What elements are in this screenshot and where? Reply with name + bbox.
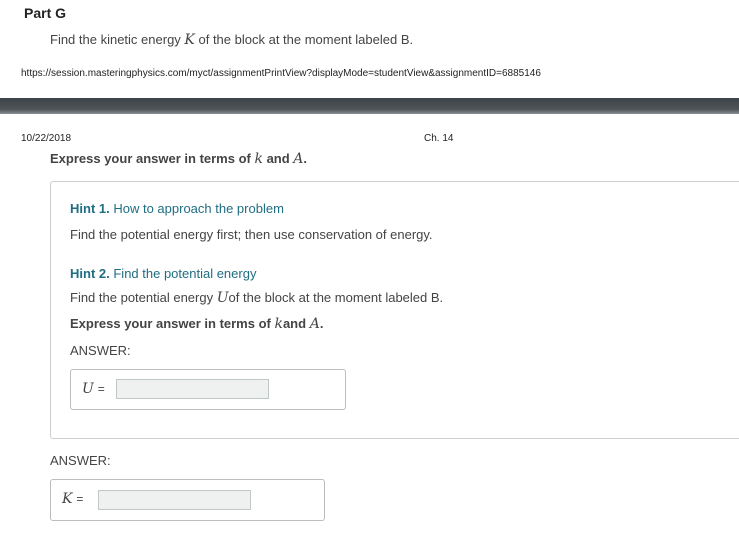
page-url: https://session.masteringphysics.com/myct/assignmentPrintView?displayMode=studentView&assignmentID=6885146: [21, 68, 541, 79]
hint-1-header[interactable]: [70, 201, 284, 216]
hint-2-symbol-u: U: [216, 290, 229, 306]
express-prefix: Express your answer in terms of: [50, 151, 255, 166]
hint-2-title-link[interactable]: Find the potential energy: [113, 266, 257, 281]
answer-box: [50, 479, 325, 521]
hint-2-express-prefix: Express your answer in terms of: [70, 316, 275, 331]
hint-2-number: Hint 2.: [70, 266, 110, 281]
express-var-k: k: [254, 151, 263, 167]
potential-energy-input[interactable]: [116, 379, 269, 399]
hint-2-answer-label: ANSWER:: [70, 343, 131, 358]
answer-var: K =: [62, 491, 84, 507]
page-divider-bar: [0, 98, 739, 114]
print-date: 10/22/2018: [21, 133, 72, 144]
hint-1-text: Find the potential energy first; then use conservation of energy.: [70, 227, 433, 242]
express-instruction: [50, 151, 307, 167]
hint-2-answer-box: [70, 369, 346, 410]
hint-2-header[interactable]: [70, 266, 256, 281]
express-suffix: .: [303, 151, 308, 166]
express-var-a: A: [293, 151, 304, 167]
question-prefix: Find the kinetic energy: [50, 32, 185, 47]
question-suffix: of the block at the moment labeled B.: [194, 32, 414, 47]
question-symbol: K: [184, 32, 195, 48]
answer-label: ANSWER:: [50, 453, 111, 468]
hint-2-text: [70, 290, 443, 306]
hint-2-express-var-k: k: [274, 316, 283, 332]
question-text: [50, 32, 413, 48]
hint-2-answer-var: U =: [82, 381, 105, 397]
chapter-label: Ch. 14: [424, 133, 454, 144]
hint-2-express-middle: and: [282, 316, 310, 331]
hint-2-express-suffix: .: [319, 316, 324, 331]
hint-2-express: [70, 316, 323, 332]
hint-2-text-prefix: Find the potential energy: [70, 290, 217, 305]
kinetic-energy-input[interactable]: [98, 490, 251, 510]
hint-2-text-suffix: of the block at the moment labeled B.: [228, 290, 444, 305]
hint-1-number: Hint 1.: [70, 201, 110, 216]
express-middle: and: [262, 151, 294, 166]
hint-1-title-link[interactable]: How to approach the problem: [113, 201, 284, 216]
part-title: Part G: [24, 5, 67, 21]
hint-2-express-var-a: A: [309, 316, 320, 332]
